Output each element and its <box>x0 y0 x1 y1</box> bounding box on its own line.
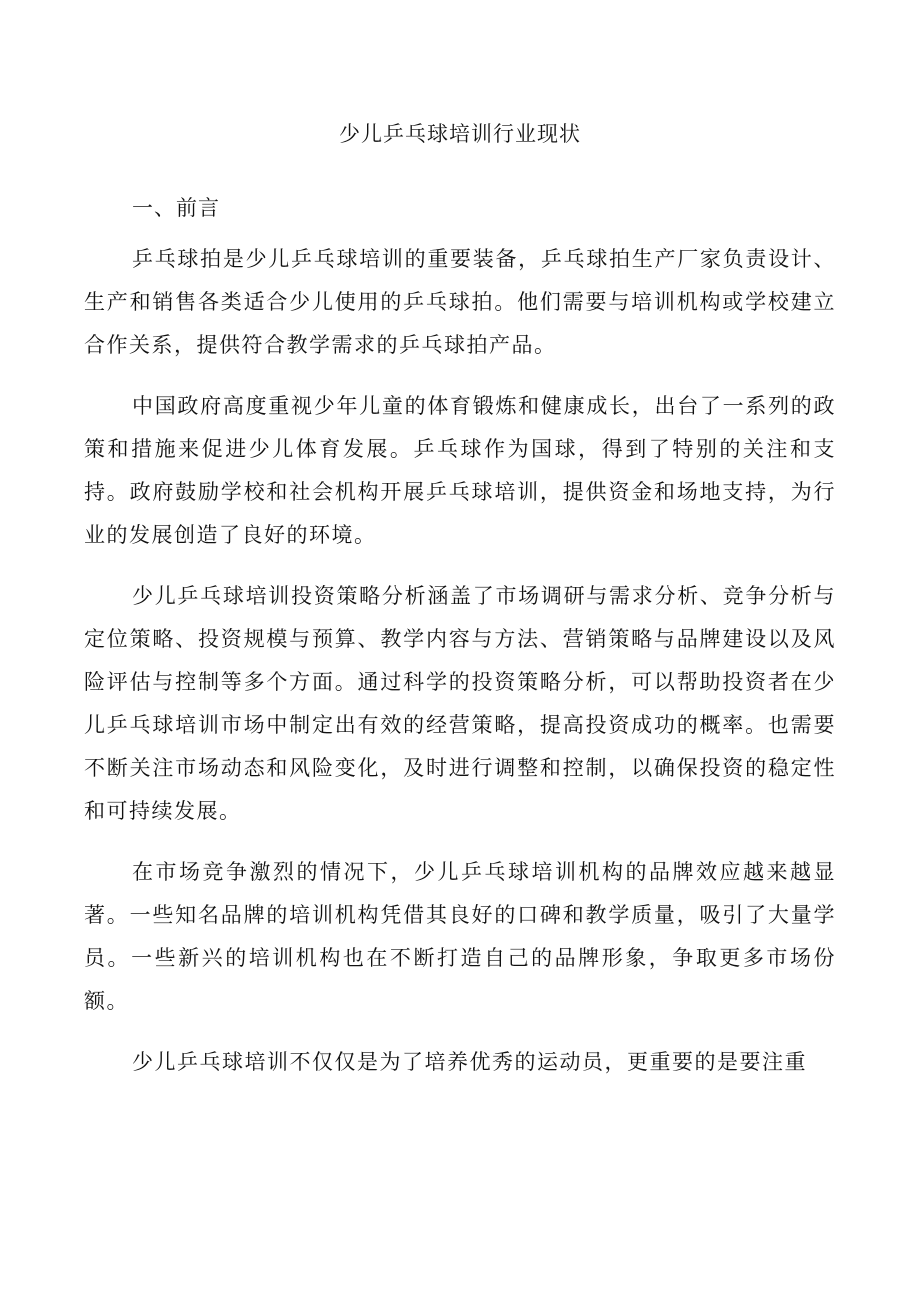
paragraph-government-policy: 中国政府高度重视少年儿童的体育锻炼和健康成长，出台了一系列的政策和措施来促进少儿体育发展。乒乓球作为国球，得到了特别的关注和支持。政府鼓励学校和社会机构开展乒乓球培训，提供资金和场地支持，为行业的发展创造了良好的环境。 <box>84 394 836 547</box>
paragraph-training-goals: 少儿乒乓球培训不仅仅是为了培养优秀的运动员，更重要的是要注重 <box>132 1050 807 1074</box>
section-heading-preface: 一、前言 <box>132 196 220 220</box>
document-body <box>84 188 836 1102</box>
paragraph-investment-strategy: 少儿乒乓球培训投资策略分析涵盖了市场调研与需求分析、竞争分析与定位策略、投资规模与预算、教学内容与方法、营销策略与品牌建设以及风险评估与控制等多个方面。通过科学的投资策略分析，可以帮助投资者在少儿乒乓球培训市场中制定出有效的经营策略，提高投资成功的概率。也需要不断关注市场动态和风险变化，及时进行调整和控制，以确保投资的稳定性和可持续发展。 <box>84 584 836 823</box>
document-title: 少儿乒乓球培训行业现状 <box>339 122 581 146</box>
paragraph-racket-manufacturers: 乒乓球拍是少儿乒乓球培训的重要装备，乒乓球拍生产厂家负责设计、生产和销售各类适合少儿使用的乒乓球拍。他们需要与培训机构或学校建立合作关系，提供符合教学需求的乒乓球拍产品。 <box>84 247 836 357</box>
paragraph-brand-effect: 在市场竞争激烈的情况下，少儿乒乓球培训机构的品牌效应越来越显著。一些知名品牌的培训机构凭借其良好的口碑和教学质量，吸引了大量学员。一些新兴的培训机构也在不断打造自己的品牌形象，争取更多市场份额。 <box>84 860 836 1013</box>
